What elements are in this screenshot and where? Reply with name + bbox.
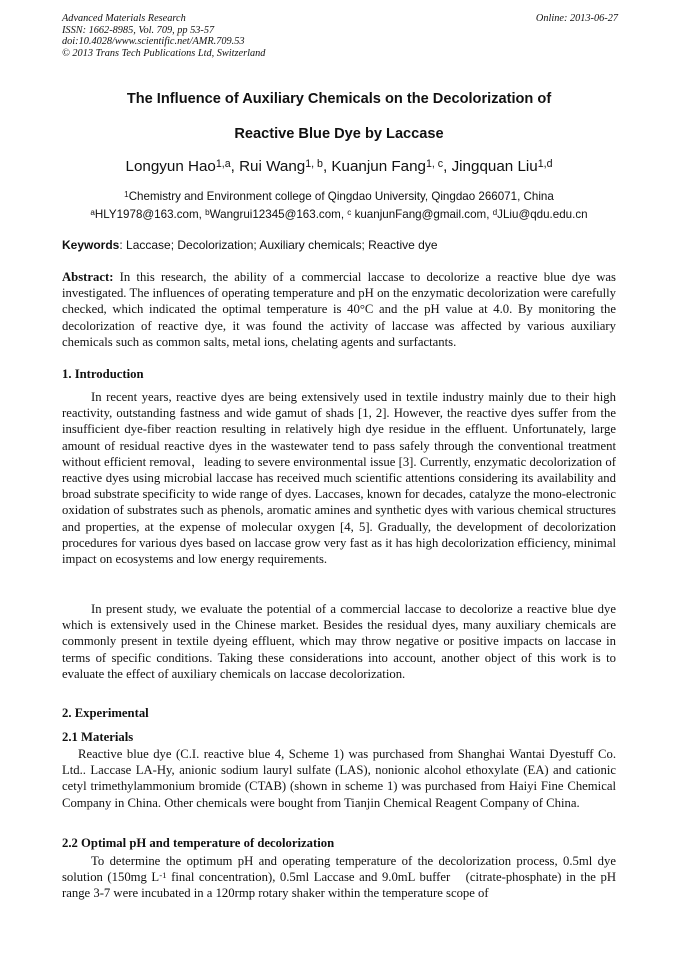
paper-title-line-2: Reactive Blue Dye by Laccase	[234, 126, 444, 142]
abstract	[62, 269, 616, 350]
email: JLiu@qdu.edu.cn	[497, 208, 588, 221]
intro-paragraph-1: In recent years, reactive dyes are being extensively used in textile industry mainly due to their high reactivity, outstanding fastness and wide gamut of shads [1, 2]. However, the reactive dyes suffer from the insufficient dye-fiber reaction resulting in relatively high dye residue in the effluent. Unfortunately, large amount of residual reactive dyes in the wastewater tend to pass safely through the conventional treatment without efficient removal，leading to severe environmental issue [3]. Currently, enzymatic decolorization of reactive dyes using microbial laccase has received much scientific attentions considering its availability and broad substrate specificity to wide range of dyes. Laccases, known for decades, catalyze the mono-electronic oxidation of substrates such as phenols, aromatic amines and synthetic dyes with various chemical structures and properties, at the expense of molecular oxygen [4, 5]. Gradually, the development of decolorization procedures for various dyes based on laccase grow very fast as it has high decolorization efficiency, minimal impact on ecosystems and low energy requirements.	[62, 390, 616, 567]
author-sep: ,	[230, 158, 240, 175]
keywords-text: : Laccase; Decolorization; Auxiliary chemicals; Reactive dye	[119, 238, 438, 252]
author-name: Jingquan Liu	[451, 158, 538, 175]
email-sup: b	[205, 208, 210, 218]
email: Wangrui12345@163.com,	[209, 208, 348, 221]
affiliation	[62, 190, 616, 203]
email-sup: c	[347, 208, 352, 218]
optimal-text-a: To determine the optimum pH and operating temperature of the decolorization process, 0.5ml dye solution (150mg L	[62, 854, 616, 885]
author-sep: ,	[443, 158, 452, 175]
author-sup: 1, c	[425, 158, 444, 171]
optimal-sup: -1	[159, 870, 167, 881]
keywords-label: Keywords	[62, 238, 120, 252]
section-heading-introduction: 1. Introduction	[62, 367, 144, 381]
materials-paragraph: Reactive blue dye (C.I. reactive blue 4, Scheme 1) was purchased from Shanghai Wantai Dyestuff Co. Ltd.. Laccase LA-Hy, anionic sodium lauryl sulfate (LAS), nonionic alcohol ethoxylate (EA) and cationic cetyl trimethylammonium bromide (CTAB) (shown in scheme 1) was purchased from Haiyi Fine Chemical Company in China. Other chemicals were bought from Tianjin Chemical Reagent Company of China.	[62, 747, 616, 810]
author-sep: ,	[322, 158, 332, 175]
copyright-line: © 2013 Trans Tech Publications Ltd, Switzerland	[62, 47, 266, 59]
email-sup: d	[492, 208, 498, 218]
online-date: Online: 2013-06-27	[535, 13, 618, 24]
email-sup: a	[90, 208, 95, 218]
optimal-paragraph	[62, 853, 616, 902]
intro-paragraph-2: In present study, we evaluate the potential of a commercial laccase to decolorize a reactive blue dye which is extensively used in the Chinese market. Besides the residual dyes, many auxiliary chemicals are commonly present in textile dyeing effluent, which may throw negative or positive impacts on laccase in terms of specific conditions. Taking these considerations into account, another object of this work is to evaluate the effect of auxiliary chemicals on laccase decolorization.	[62, 602, 616, 681]
paper-title-line-1: The Influence of Auxiliary Chemicals on the Decolorization of	[126, 91, 552, 107]
doi-line: doi:10.4028/www.scientific.net/AMR.709.53	[62, 36, 245, 48]
optimal-text-b: final concentration), 0.5ml Laccase and 9.0mL buffer (citrate-phosphate) in the pH range 3-7 were incubated in a 120rmp rotary shaker within the temperature scope of	[62, 870, 616, 901]
email-list	[62, 208, 616, 221]
email: HLY1978@163.com,	[94, 208, 206, 221]
author-name: Rui Wang	[239, 158, 306, 175]
author-name: Longyun Hao	[125, 158, 216, 175]
author-sup: 1, b	[305, 158, 323, 171]
page-header	[62, 13, 618, 59]
abstract-text: In this research, the ability of a commercial laccase to decolorize a reactive blue dye was investigated. The influences of operating temperature and pH on the enzymatic decolorization were carefully checked, which indicated the optimal temperature is 40°C and the pH value at 4.0. By monitoring the decolorization of reactive dye, it was found the activity of laccase was affected by various auxiliary chemicals such as common salts, metal ions, chelating agents and surfactants.	[62, 270, 616, 349]
author-sup: 1,d	[537, 158, 553, 171]
abstract-label: Abstract:	[62, 270, 114, 284]
author-list	[62, 158, 616, 175]
email: kuanjunFang@gmail.com,	[351, 208, 493, 221]
author-sup: 1,a	[215, 158, 231, 171]
subsection-heading-materials: 2.1 Materials	[62, 730, 134, 744]
subsection-heading-optimal: 2.2 Optimal pH and temperature of decolorization	[62, 836, 335, 850]
issn-line: ISSN: 1662-8985, Vol. 709, pp 53-57	[62, 24, 215, 36]
author-name: Kuanjun Fang	[331, 158, 426, 175]
affiliation-sup: 1	[124, 190, 129, 200]
section-heading-experimental: 2. Experimental	[62, 706, 149, 720]
affiliation-text: Chemistry and Environment college of Qingdao University, Qingdao 266071, China	[128, 190, 554, 203]
keywords	[62, 238, 618, 252]
journal-name: Advanced Materials Research	[62, 13, 186, 24]
